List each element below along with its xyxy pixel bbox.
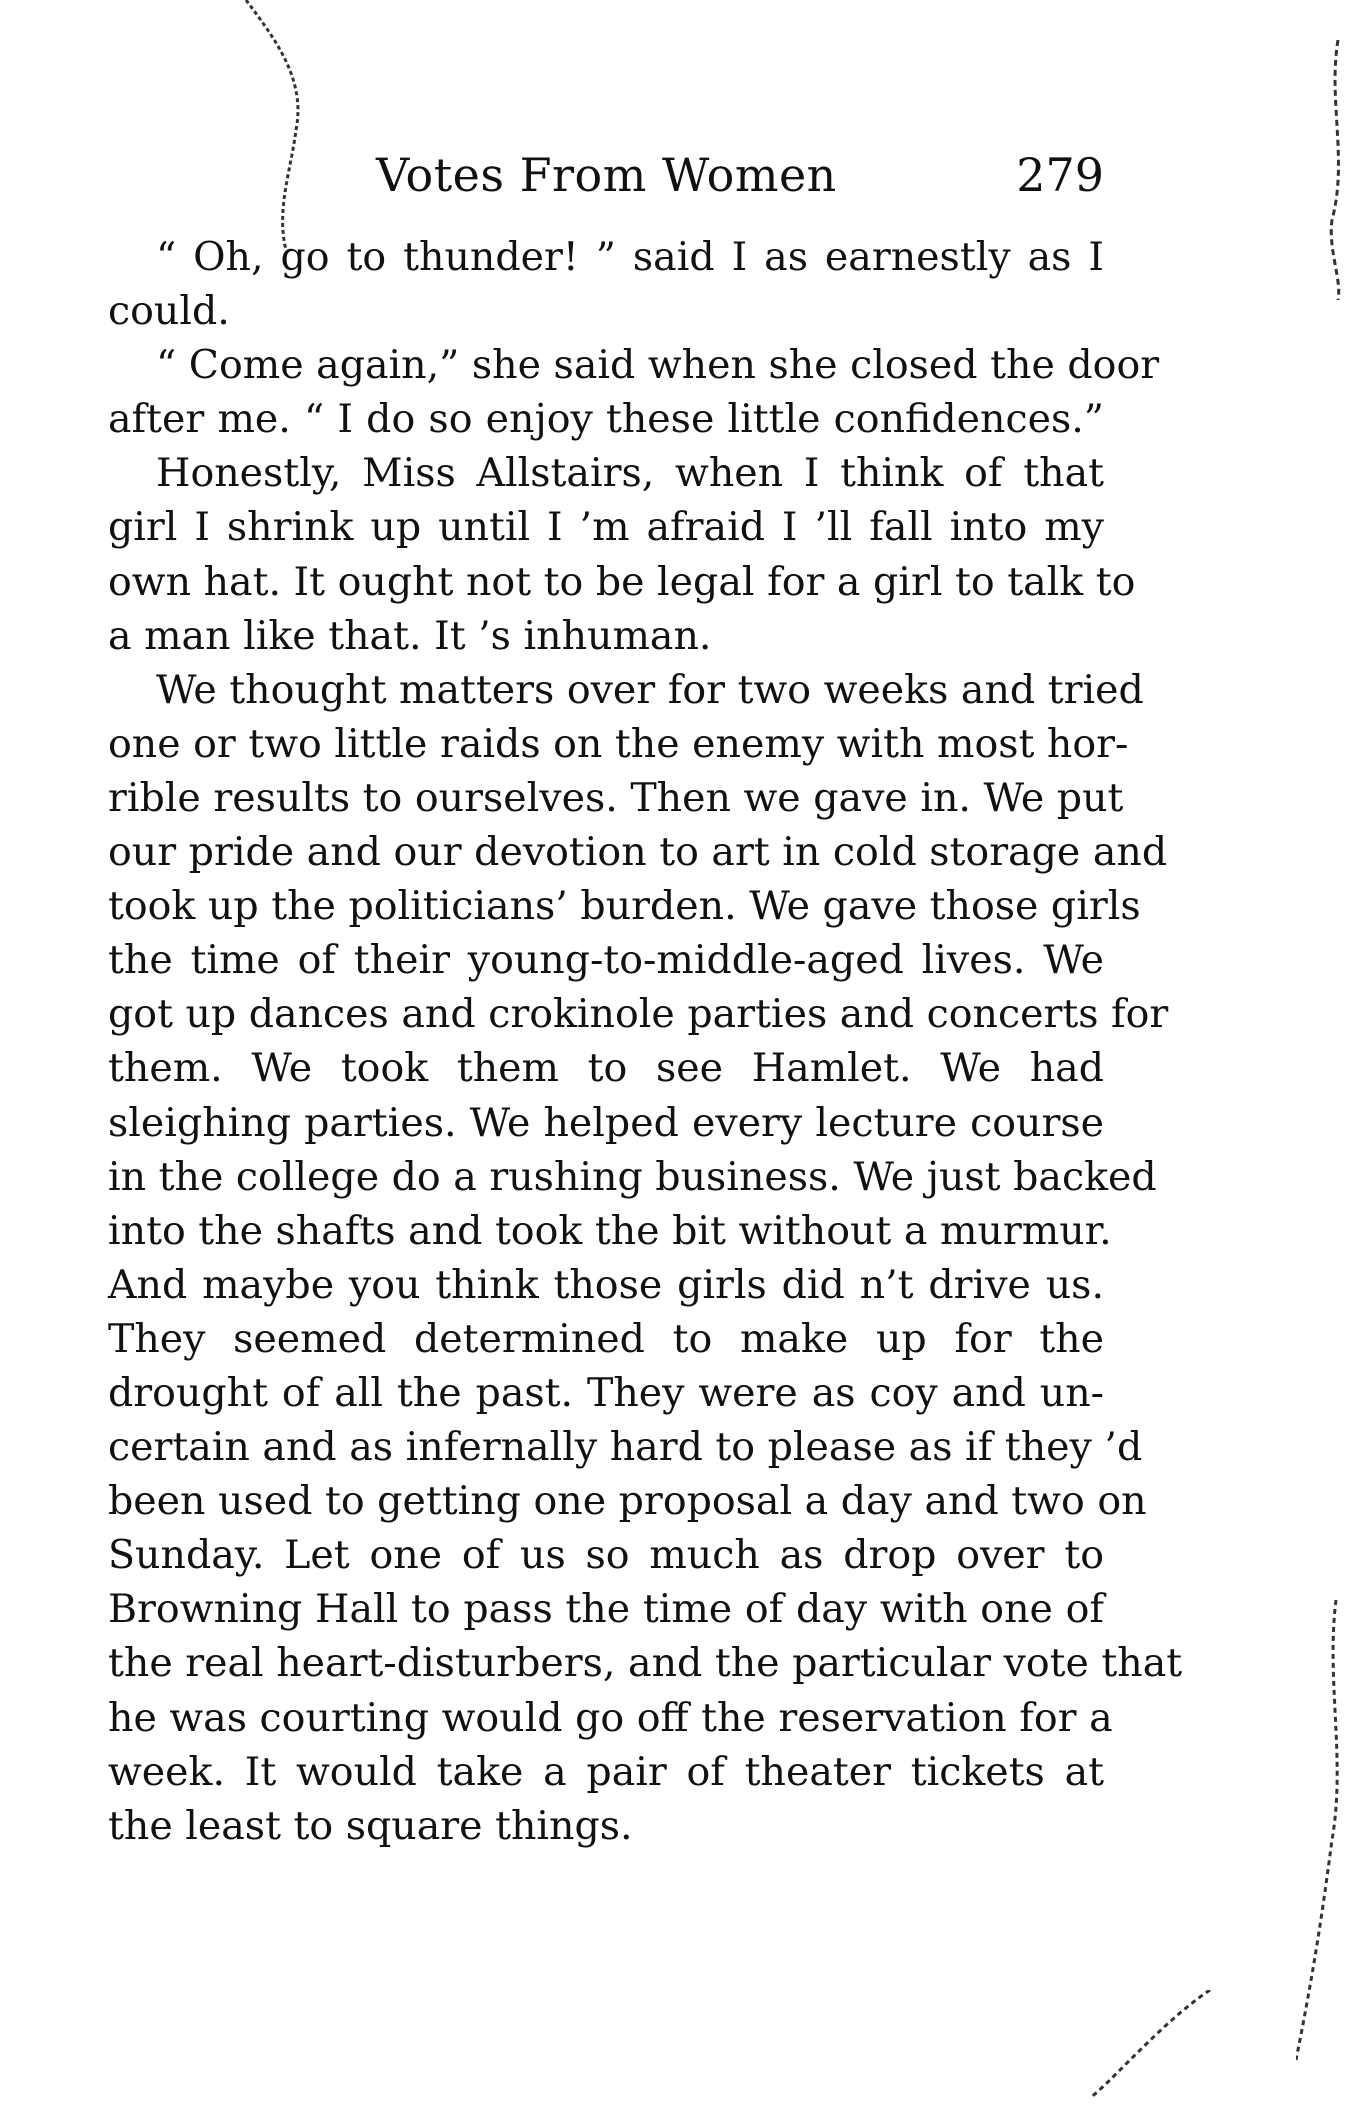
text-line: after me. “ I do so enjoy these little confidences.” [108, 396, 1104, 443]
running-header [376, 148, 1104, 208]
text-line: drought of all the past. They were as coy and un- [108, 1369, 1104, 1416]
text-line: sleighing parties. We helped every lecture course [108, 1099, 1104, 1146]
text-line: in the college do a rushing business. We just backed [108, 1153, 1157, 1200]
text-line: Browning Hall to pass the time of day with one of [108, 1586, 1104, 1633]
scan-artifact-top-left [236, 0, 316, 250]
body-text [108, 230, 1183, 1853]
text-line: girl I shrink up until I ’m afraid I ’ll fall into my [108, 504, 1104, 551]
text-line: rible results to ourselves. Then we gave in. We put [108, 774, 1124, 821]
page-number: 279 [1016, 148, 1104, 202]
text-line: They seemed determined to make up for the [108, 1315, 1104, 1362]
scan-artifact-bottom [1090, 1990, 1220, 2100]
text-line: own hat. It ought not to be legal for a girl to talk to [108, 558, 1136, 605]
text-line: could. [108, 288, 230, 335]
text-line: week. It would take a pair of theater tickets at [108, 1748, 1104, 1795]
text-line: our pride and our devotion to art in cold storage and [108, 829, 1168, 876]
text-line: Sunday. Let one of us so much as drop over to [108, 1532, 1104, 1579]
text-line: one or two little raids on the enemy with most hor- [108, 720, 1129, 767]
scan-artifact-right-bottom [1296, 1600, 1356, 2070]
text-line: “ Oh, go to thunder! ” said I as earnestly as I [156, 234, 1104, 280]
text-line: got up dances and crokinole parties and concerts for [108, 991, 1169, 1038]
text-line: been used to getting one proposal a day and two on [108, 1478, 1147, 1525]
text-line: the real heart-disturbers, and the particular vote that [108, 1640, 1183, 1687]
text-line: he was courting would go off the reservation for a [108, 1694, 1113, 1741]
text-line: a man like that. It ’s inhuman. [108, 612, 712, 659]
text-line: took up the politicians’ burden. We gave those girls [108, 883, 1141, 930]
text-line: And maybe you think those girls did n’t drive us. [108, 1261, 1104, 1308]
text-line: into the shafts and took the bit without a murmur. [108, 1207, 1112, 1254]
text-line: Honestly, Miss Allstairs, when I think of that [156, 450, 1104, 497]
text-line: the least to square things. [108, 1802, 633, 1849]
running-title: Votes From Women [376, 148, 837, 202]
text-line: “ Come again,” she said when she closed the door [156, 342, 1160, 389]
text-line: the time of their young-to-middle-aged lives. We [108, 937, 1104, 984]
text-line: We thought matters over for two weeks and tried [156, 666, 1144, 713]
scan-artifact-right-top [1318, 40, 1356, 300]
text-line: them. We took them to see Hamlet. We had [108, 1045, 1104, 1092]
text-line: certain and as infernally hard to please as if they ’d [108, 1424, 1143, 1471]
